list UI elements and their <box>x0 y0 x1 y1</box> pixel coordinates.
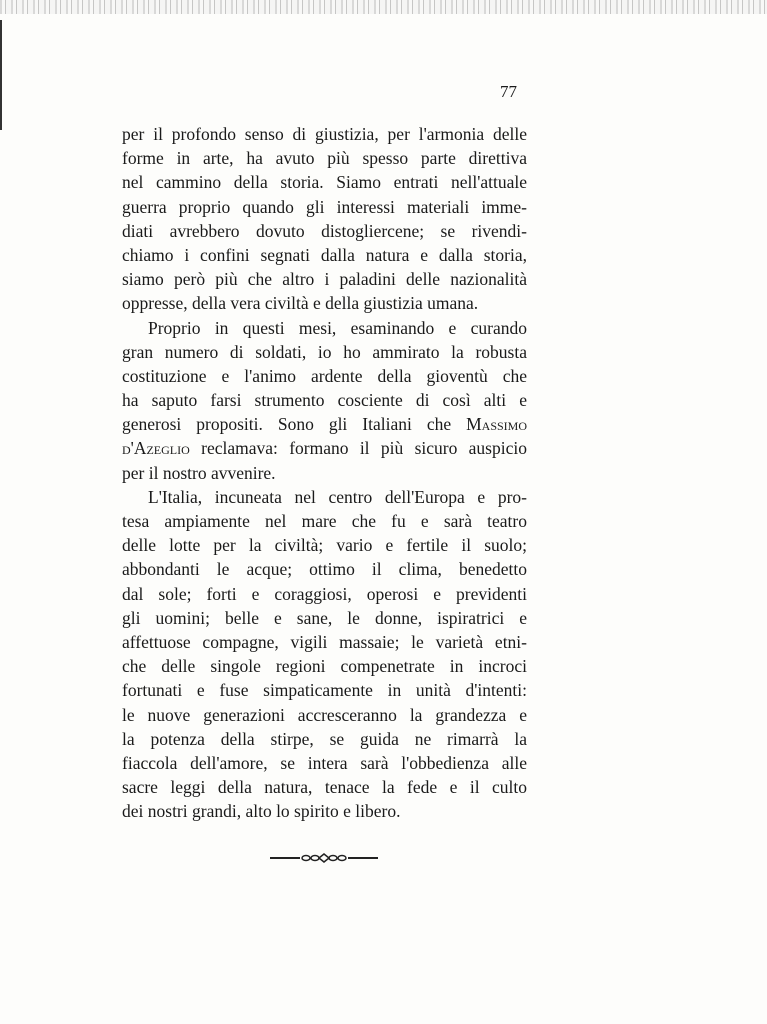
text-line: siamo però più che altro i paladini delle nazionalità <box>122 269 527 290</box>
text-line: delle lotte per la civiltà; vario e fertile il suolo; <box>122 535 527 556</box>
scan-left-edge <box>0 20 2 130</box>
small-caps-name: Massimo <box>466 414 527 435</box>
text-line: guerra proprio quando gli interessi materiali imme- <box>122 196 527 217</box>
scan-edge-noise <box>0 0 767 14</box>
text-line: nel cammino della storia. Siamo entrati nell'attuale <box>122 172 527 193</box>
text-line: fiaccola dell'amore, se intera sarà l'obbedienza alle <box>122 752 527 773</box>
text-segment: reclamava: formano il più sicuro auspicio <box>189 438 527 459</box>
page-number: 77 <box>500 82 517 101</box>
text-line: chiamo i confini segnati dalla natura e dalla storia, <box>122 244 527 265</box>
text-line: oppresse, della vera civiltà e della giustizia umana. <box>122 293 479 314</box>
text-line: abbondanti le acque; ottimo il clima, benedetto <box>122 559 527 580</box>
body-text <box>122 122 527 823</box>
text-line: la potenza della stirpe, se guida ne rimarrà la <box>122 728 527 749</box>
text-line: per il nostro avvenire. <box>122 462 276 483</box>
small-caps-name: d'Azeglio <box>122 438 190 459</box>
text-line: dal sole; forti e coraggiosi, operosi e previdenti <box>122 583 527 604</box>
text-line: che delle singole regioni compenetrate in incroci <box>122 656 527 677</box>
text-line <box>122 436 527 460</box>
text-segment: generosi propositi. Sono gli Italiani che <box>122 414 467 435</box>
tailpiece-ornament-icon <box>270 850 378 866</box>
text-line: L'Italia, incuneata nel centro dell'Europa e pro- <box>148 486 527 507</box>
text-line: Proprio in questi mesi, esaminando e curando <box>148 317 527 338</box>
text-line: dei nostri grandi, alto lo spirito e libero. <box>122 801 401 822</box>
text-line: affettuose compagne, vigili massaie; le varietà etni- <box>122 631 527 652</box>
text-line: gli uomini; belle e sane, le donne, ispiratrici e <box>122 607 527 628</box>
text-line: forme in arte, ha avuto più spesso parte direttiva <box>122 148 527 169</box>
text-line: tesa ampiamente nel mare che fu e sarà teatro <box>122 511 527 531</box>
text-line: fortunati e fuse simpaticamente in unità d'intenti: <box>122 680 527 701</box>
text-line: diati avrebbero dovuto distogliercene; se rivendi- <box>122 220 527 241</box>
text-line: gran numero di soldati, io ho ammirato la robusta <box>122 341 527 362</box>
text-line: le nuove generazioni accresceranno la grandezza e <box>122 704 527 725</box>
text-line: sacre leggi della natura, tenace la fede e il culto <box>122 777 527 798</box>
text-line <box>122 412 527 436</box>
text-line: per il profondo senso di giustizia, per l'armonia delle <box>122 124 527 144</box>
text-line: costituzione e l'animo ardente della gioventù che <box>122 365 527 386</box>
text-line: ha saputo farsi strumento cosciente di così alti e <box>122 390 527 411</box>
